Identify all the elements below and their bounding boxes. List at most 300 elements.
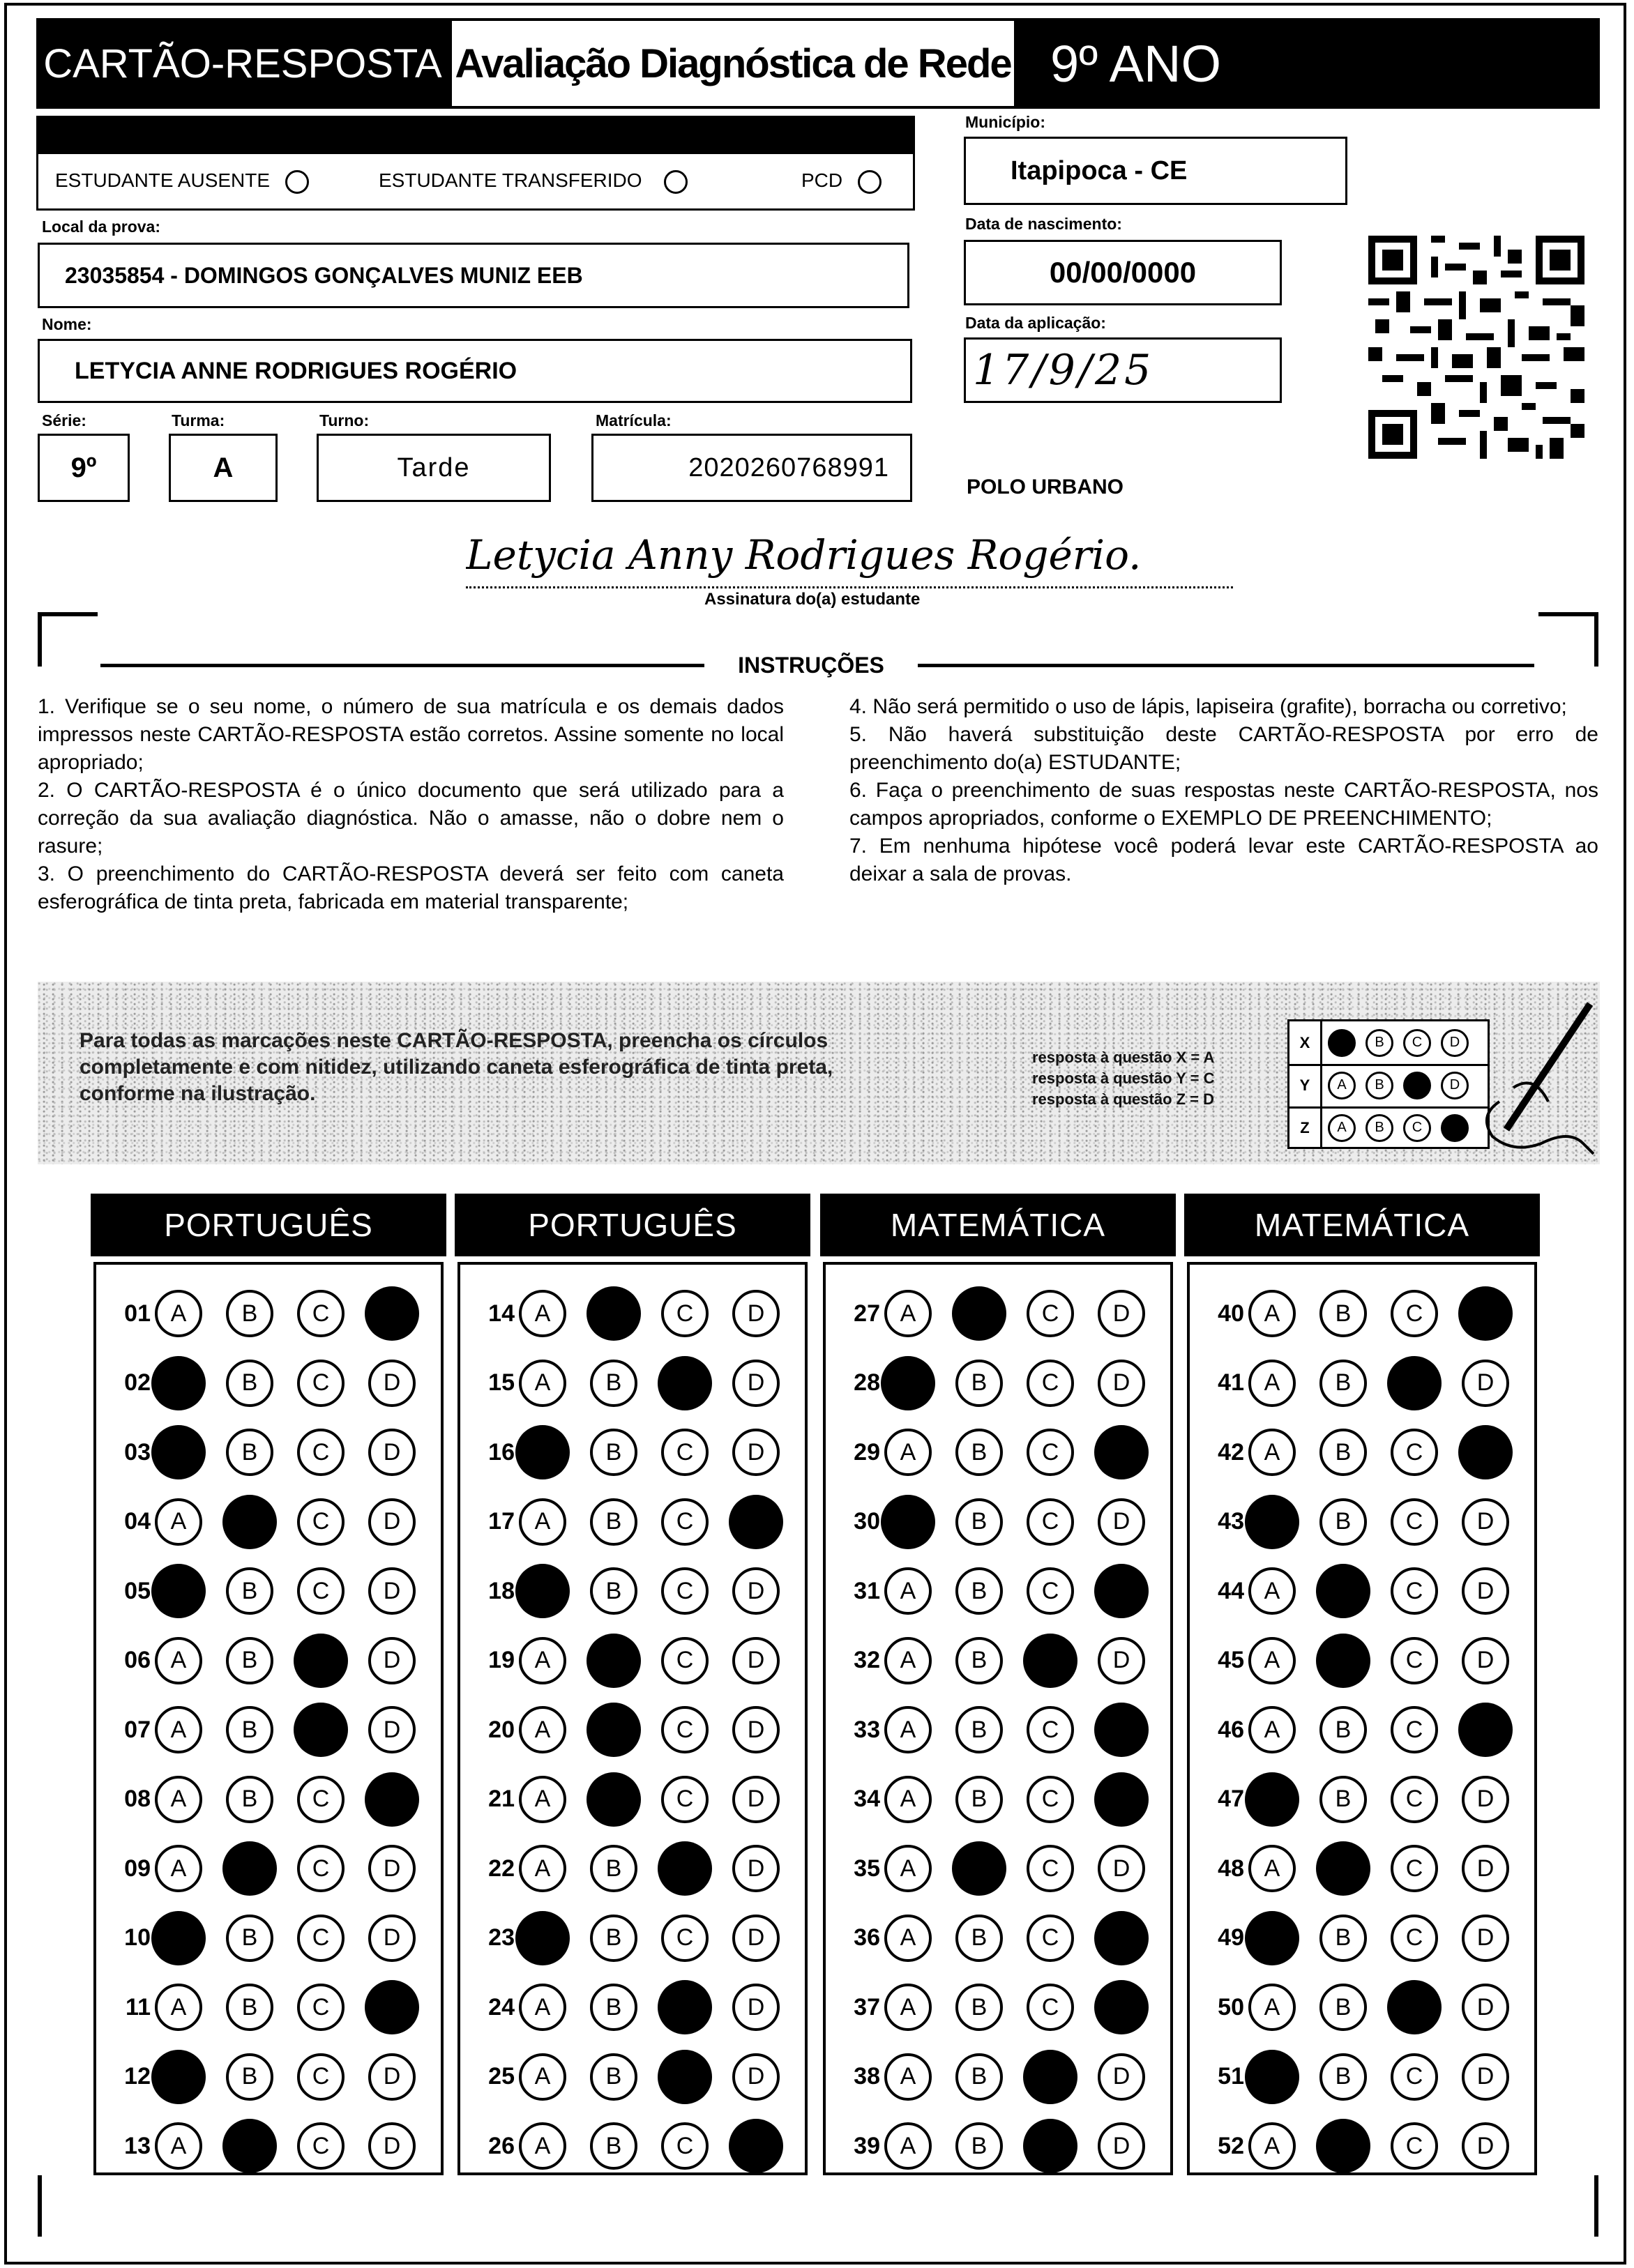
question-number: 37 [854, 1993, 880, 2020]
answer-bubble-d[interactable]: D [732, 1567, 780, 1615]
answer-bubble-a[interactable]: A [155, 1845, 202, 1892]
answer-bubble-c[interactable]: C [1391, 1429, 1438, 1476]
answer-bubble-c[interactable] [1387, 1356, 1442, 1410]
answer-bubble-d[interactable]: D [1462, 1984, 1509, 2031]
answer-bubble-b[interactable]: B [590, 2053, 637, 2101]
answer-bubble-d[interactable]: D [732, 1984, 780, 2031]
answer-bubble-d[interactable]: D [732, 1776, 780, 1823]
answer-bubble-a[interactable]: A [884, 1845, 932, 1892]
example-row-label: Y [1289, 1064, 1322, 1106]
answer-bubble-b[interactable]: B [1319, 1290, 1367, 1337]
answer-bubble-c[interactable]: C [1391, 1915, 1438, 1962]
answer-bubble-d[interactable]: D [1098, 1498, 1145, 1546]
answer-bubble-a[interactable]: A [1248, 1637, 1296, 1684]
answer-bubble-d[interactable]: D [368, 1429, 416, 1476]
answer-bubble-c[interactable] [658, 2050, 712, 2104]
answer-bubble-a[interactable] [1245, 1772, 1299, 1827]
answer-bubble-d[interactable]: D [732, 1360, 780, 1407]
answer-bubble-b[interactable] [222, 1495, 277, 1549]
answer-bubble-b[interactable]: B [1319, 1498, 1367, 1546]
question-number: 19 [488, 1647, 515, 1673]
answer-bubble-b[interactable]: B [1319, 1915, 1367, 1962]
question-row [831, 1972, 1169, 2042]
answer-bubble-c[interactable]: C [661, 1637, 709, 1684]
answer-bubble-a[interactable]: A [155, 1706, 202, 1753]
answer-bubble-c[interactable]: C [297, 2053, 345, 2101]
birth-date-label: Data de nascimento: [965, 215, 1122, 233]
answer-bubble-c[interactable]: C [1391, 2053, 1438, 2101]
answer-bubble-d[interactable]: D [1462, 1776, 1509, 1823]
answer-bubble-c[interactable]: C [1027, 1984, 1074, 2031]
answer-bubble-c[interactable]: C [1027, 1706, 1074, 1753]
answer-bubble-b[interactable]: B [1319, 1984, 1367, 2031]
answer-bubble-d[interactable]: D [368, 2053, 416, 2101]
answer-bubble-a[interactable]: A [1248, 1429, 1296, 1476]
answer-bubble-a[interactable] [151, 1564, 206, 1618]
question-number: 15 [488, 1369, 515, 1396]
answer-bubble-c[interactable] [1023, 1634, 1077, 1688]
question-number: 47 [1218, 1786, 1244, 1812]
answer-bubble-a[interactable]: A [519, 2122, 566, 2170]
enrollment-field: 2020260768991 [591, 434, 912, 502]
answer-bubble-a[interactable]: A [155, 1637, 202, 1684]
answer-bubble-c[interactable]: C [1391, 1498, 1438, 1546]
answer-bubble-d[interactable]: D [1462, 1845, 1509, 1892]
answer-bubble-a[interactable]: A [519, 1984, 566, 2031]
answer-bubble-b[interactable]: B [1319, 1429, 1367, 1476]
answer-bubble-b[interactable]: B [955, 1498, 1003, 1546]
question-row [102, 1903, 439, 1973]
question-number: 17 [488, 1508, 515, 1535]
pcd-label: PCD [801, 169, 843, 191]
instructions-left-column: 1. Verifique se o seu nome, o número de sua matrícula e os demais dados impressos neste CARTÃO-RESPOSTA estão corretos. Assine somente no local apropriado; 2. O CARTÃO-RESPOSTA é o único documento que será utilizado para a correção da sua avaliação diagnóstica. Não o amasse, não o dobre nem o rasure; 3. O preenchimento do CARTÃO-RESPOSTA deverá ser feito com caneta esferográfica de tinta preta, fabricada em material transparente; [38, 695, 784, 913]
answer-bubble-c[interactable] [1023, 2119, 1077, 2173]
answer-bubble-b[interactable]: B [226, 2053, 273, 2101]
answer-bubble-a[interactable]: A [884, 1567, 932, 1615]
answer-bubble-a[interactable]: A [884, 1915, 932, 1962]
answer-bubble-c[interactable]: C [1027, 1360, 1074, 1407]
answer-bubble-b[interactable]: B [226, 1706, 273, 1753]
absent-radio[interactable] [285, 170, 309, 194]
question-row [102, 1626, 439, 1696]
answer-bubble-a[interactable]: A [884, 1776, 932, 1823]
question-number: 38 [854, 2063, 880, 2090]
question-row [466, 1279, 803, 1348]
pcd-radio[interactable] [858, 170, 882, 194]
question-row [102, 1972, 439, 2042]
answer-bubble-c[interactable]: C [297, 1498, 345, 1546]
answer-bubble-b[interactable]: B [226, 1776, 273, 1823]
answer-bubble-c[interactable]: C [661, 1567, 709, 1615]
answer-bubble-c[interactable]: C [297, 1984, 345, 2031]
answer-bubble-a[interactable] [881, 1495, 935, 1549]
attendance-box [36, 116, 915, 211]
question-number: 48 [1218, 1855, 1244, 1882]
answer-bubble-c[interactable]: C [297, 2122, 345, 2170]
answer-bubble-d[interactable]: D [1462, 1567, 1509, 1615]
example-bubble-c: C [1403, 1114, 1431, 1142]
question-row [831, 1695, 1169, 1765]
answer-bubble-a[interactable] [515, 1564, 570, 1618]
answer-bubble-a[interactable]: A [884, 2053, 932, 2101]
answer-bubble-a[interactable]: A [519, 1776, 566, 1823]
example-legend [1032, 1047, 1214, 1110]
answer-bubble-b[interactable] [1316, 1841, 1370, 1896]
corner-mark-bottom-right [1593, 2175, 1598, 2237]
question-row [1195, 1834, 1533, 1903]
question-number: 42 [1218, 1438, 1244, 1466]
answer-bubble-d[interactable] [729, 2119, 783, 2173]
answer-bubble-a[interactable]: A [519, 1360, 566, 1407]
answer-bubble-d[interactable]: D [1462, 1360, 1509, 1407]
answer-bubble-c[interactable]: C [1391, 1290, 1438, 1337]
answer-bubble-d[interactable]: D [1098, 2122, 1145, 2170]
answer-bubble-b[interactable]: B [590, 1567, 637, 1615]
answer-bubble-d[interactable] [365, 1772, 419, 1827]
answer-bubble-b[interactable]: B [955, 1637, 1003, 1684]
answer-bubble-d[interactable]: D [1462, 1637, 1509, 1684]
answer-bubble-c[interactable]: C [661, 1706, 709, 1753]
example-legend-y: resposta à questão Y = C [1032, 1070, 1215, 1087]
example-bubble-c [1403, 1072, 1431, 1099]
answer-bubble-c[interactable] [658, 1356, 712, 1410]
answer-bubble-b[interactable]: B [1319, 1706, 1367, 1753]
answer-bubble-a[interactable]: A [884, 1984, 932, 2031]
answer-bubble-c[interactable]: C [1027, 1429, 1074, 1476]
answer-bubble-c[interactable]: C [1391, 2122, 1438, 2170]
answer-bubble-d[interactable] [1094, 1980, 1149, 2034]
answer-bubble-b[interactable] [952, 1841, 1006, 1896]
answer-bubble-b[interactable]: B [955, 1984, 1003, 2031]
answer-bubble-a[interactable] [515, 1425, 570, 1479]
answer-bubble-c[interactable]: C [661, 1776, 709, 1823]
municipality-label: Município: [965, 113, 1045, 131]
answer-bubble-c[interactable]: C [661, 1498, 709, 1546]
answer-bubble-a[interactable]: A [519, 1290, 566, 1337]
answer-bubble-d[interactable]: D [368, 1915, 416, 1962]
answer-bubble-a[interactable]: A [1248, 1567, 1296, 1615]
answer-bubble-a[interactable]: A [519, 1706, 566, 1753]
answer-bubble-a[interactable]: A [155, 1776, 202, 1823]
answer-bubble-c[interactable]: C [297, 1776, 345, 1823]
answer-bubble-d[interactable]: D [1098, 1845, 1145, 1892]
answer-bubble-d[interactable] [1094, 1564, 1149, 1618]
answer-bubble-d[interactable] [729, 1495, 783, 1549]
answer-bubble-b[interactable]: B [955, 1776, 1003, 1823]
answer-bubble-d[interactable] [1458, 1703, 1513, 1757]
answer-bubble-a[interactable] [151, 2050, 206, 2104]
answer-bubble-a[interactable]: A [155, 1984, 202, 2031]
question-number: 07 [124, 1716, 151, 1743]
question-number: 14 [488, 1300, 515, 1327]
answer-bubble-b[interactable]: B [226, 1290, 273, 1337]
answer-bubble-a[interactable] [515, 1911, 570, 1965]
answer-bubble-c[interactable]: C [661, 1915, 709, 1962]
answer-bubble-a[interactable] [151, 1911, 206, 1965]
answer-bubble-d[interactable] [1094, 1425, 1149, 1479]
answer-bubble-b[interactable] [587, 1634, 641, 1688]
series-field: 9º [38, 434, 130, 502]
answer-bubble-d[interactable] [1094, 1703, 1149, 1757]
answer-bubble-d[interactable]: D [1098, 1637, 1145, 1684]
answer-bubble-d[interactable]: D [732, 1706, 780, 1753]
answer-bubble-a[interactable]: A [884, 2122, 932, 2170]
answer-bubble-b[interactable] [222, 1841, 277, 1896]
answer-bubble-a[interactable]: A [155, 1498, 202, 1546]
answer-bubble-c[interactable]: C [297, 1429, 345, 1476]
answer-bubble-d[interactable]: D [732, 1845, 780, 1892]
question-number: 11 [126, 1993, 151, 2020]
answer-bubble-b[interactable]: B [226, 1984, 273, 2031]
answer-bubble-c[interactable]: C [297, 1360, 345, 1407]
answer-bubble-b[interactable] [952, 1286, 1006, 1341]
answer-bubble-d[interactable]: D [368, 1360, 416, 1407]
example-bubble-b: B [1366, 1072, 1393, 1099]
answer-bubble-b[interactable] [1316, 2119, 1370, 2173]
answer-bubble-d[interactable]: D [368, 2122, 416, 2170]
answer-column [1187, 1262, 1537, 2175]
answer-bubble-c[interactable] [1023, 2050, 1077, 2104]
answer-bubble-d[interactable]: D [732, 1915, 780, 1962]
question-row [831, 1348, 1169, 1418]
pcd-option[interactable] [801, 169, 882, 194]
absent-option[interactable] [55, 169, 309, 194]
answer-bubble-c[interactable] [658, 1980, 712, 2034]
question-number: 13 [124, 2132, 151, 2159]
answer-bubble-b[interactable] [222, 2119, 277, 2173]
answer-bubble-d[interactable]: D [732, 1290, 780, 1337]
answer-bubble-d[interactable]: D [1462, 2122, 1509, 2170]
question-row [102, 1348, 439, 1418]
answer-bubble-d[interactable]: D [368, 1567, 416, 1615]
answer-bubble-c[interactable]: C [661, 2122, 709, 2170]
answer-bubble-b[interactable]: B [1319, 2053, 1367, 2101]
question-row [102, 1695, 439, 1765]
answer-bubble-d[interactable]: D [368, 1845, 416, 1892]
instructions-title: INSTRUÇÕES [738, 653, 884, 678]
answer-bubble-a[interactable]: A [1248, 1984, 1296, 2031]
question-number: 30 [854, 1508, 880, 1535]
answer-bubble-a[interactable]: A [155, 2122, 202, 2170]
answer-bubble-c[interactable]: C [297, 1845, 345, 1892]
answer-bubble-b[interactable]: B [955, 1567, 1003, 1615]
answer-bubble-a[interactable]: A [1248, 2122, 1296, 2170]
answer-bubble-a[interactable] [881, 1356, 935, 1410]
application-date-label: Data da aplicação: [965, 314, 1106, 332]
example-bubble-a: A [1328, 1072, 1356, 1099]
qr-code-graphic [1367, 236, 1586, 459]
answer-bubble-c[interactable]: C [1027, 1498, 1074, 1546]
answer-bubble-a[interactable]: A [884, 1290, 932, 1337]
question-number: 04 [124, 1508, 151, 1535]
answer-bubble-d[interactable] [1458, 1425, 1513, 1479]
answer-bubble-a[interactable]: A [519, 1498, 566, 1546]
question-row [102, 2042, 439, 2112]
answer-bubble-a[interactable]: A [1248, 1360, 1296, 1407]
question-number: 45 [1218, 1647, 1244, 1673]
answer-bubble-c[interactable]: C [661, 1429, 709, 1476]
answer-column [457, 1262, 808, 2175]
answer-bubble-b[interactable]: B [1319, 1360, 1367, 1407]
answer-bubble-b[interactable]: B [226, 1429, 273, 1476]
answer-bubble-d[interactable] [365, 1286, 419, 1341]
answer-bubble-d[interactable]: D [1098, 1290, 1145, 1337]
municipality-field: Itapipoca - CE [964, 137, 1347, 205]
question-number: 23 [488, 1924, 515, 1951]
answer-bubble-c[interactable]: C [1027, 1776, 1074, 1823]
answer-bubble-d[interactable] [365, 1980, 419, 2034]
answer-bubble-a[interactable]: A [1248, 1290, 1296, 1337]
answer-bubble-c[interactable]: C [1027, 1845, 1074, 1892]
question-row [1195, 1765, 1533, 1834]
answer-bubble-b[interactable]: B [226, 1360, 273, 1407]
answer-bubble-b[interactable] [1316, 1564, 1370, 1618]
question-number: 08 [124, 1786, 151, 1812]
answer-bubble-b[interactable] [587, 1286, 641, 1341]
question-row [1195, 2111, 1533, 2181]
instructions-rule-left [100, 664, 704, 667]
answer-bubble-b[interactable] [587, 1703, 641, 1757]
answer-bubble-c[interactable]: C [1391, 1845, 1438, 1892]
answer-bubble-b[interactable]: B [955, 2122, 1003, 2170]
answer-bubble-a[interactable] [1245, 1495, 1299, 1549]
subject-header: PORTUGUÊS [455, 1194, 810, 1256]
answer-bubble-b[interactable]: B [590, 1984, 637, 2031]
answer-bubble-a[interactable]: A [519, 2053, 566, 2101]
answer-bubble-c[interactable] [1387, 1980, 1442, 2034]
answer-bubble-b[interactable]: B [955, 2053, 1003, 2101]
question-number: 02 [124, 1369, 151, 1396]
answer-bubble-a[interactable] [151, 1425, 206, 1479]
question-number: 36 [854, 1924, 880, 1951]
answer-bubble-d[interactable]: D [368, 1706, 416, 1753]
answer-bubble-b[interactable]: B [590, 1498, 637, 1546]
answer-bubble-d[interactable] [1458, 1286, 1513, 1341]
answer-bubble-b[interactable] [1316, 1634, 1370, 1688]
answer-bubble-b[interactable]: B [955, 1360, 1003, 1407]
answer-bubble-a[interactable]: A [519, 1637, 566, 1684]
answer-bubble-d[interactable]: D [1462, 1915, 1509, 1962]
answer-bubble-d[interactable]: D [732, 2053, 780, 2101]
answer-bubble-c[interactable]: C [1391, 1776, 1438, 1823]
answer-bubble-b[interactable]: B [590, 1845, 637, 1892]
answer-bubble-b[interactable]: B [226, 1637, 273, 1684]
application-date-field: 17/9/25 [964, 337, 1282, 403]
question-number: 20 [488, 1716, 515, 1743]
answer-bubble-d[interactable]: D [732, 1637, 780, 1684]
answer-bubble-c[interactable]: C [1391, 1637, 1438, 1684]
answer-bubble-c[interactable]: C [297, 1915, 345, 1962]
subject-header: MATEMÁTICA [820, 1194, 1176, 1256]
answer-bubble-c[interactable]: C [1027, 1567, 1074, 1615]
answer-bubble-c[interactable]: C [1391, 1706, 1438, 1753]
answer-bubble-d[interactable]: D [1098, 2053, 1145, 2101]
question-number: 01 [124, 1300, 151, 1327]
answer-bubble-b[interactable]: B [226, 1567, 273, 1615]
shift-field: Tarde [317, 434, 551, 502]
answer-column [823, 1262, 1173, 2175]
answer-bubble-d[interactable]: D [1462, 1498, 1509, 1546]
answer-bubble-d[interactable]: D [368, 1637, 416, 1684]
shift-label: Turno: [319, 411, 370, 429]
answer-bubble-a[interactable]: A [884, 1637, 932, 1684]
example-row-label: X [1289, 1021, 1322, 1064]
question-number: 51 [1218, 2063, 1244, 2090]
answer-bubble-d[interactable] [1094, 1772, 1149, 1827]
instructions-right-column: 4. Não será permitido o uso de lápis, lapiseira (grafite), borracha ou corretivo; 5. Não haverá substituição deste CARTÃO-RESPOSTA por erro de preenchimento do(a) ESTUDANTE; 6. Faça o preenchimento de suas respostas neste CARTÃO-RESPOSTA, nos campos apropriados, conforme o EXEMPLO DE PREENCHIMENTO; 7. Em nenhuma hipótese você poderá levar este CARTÃO-RESPOSTA ao deixar a sala de provas. [849, 695, 1598, 885]
answer-bubble-d[interactable]: D [1462, 2053, 1509, 2101]
enrollment-label: Matrícula: [596, 411, 672, 429]
answer-bubble-c[interactable] [294, 1634, 348, 1688]
card-title: CARTÃO-RESPOSTA [36, 18, 449, 109]
question-number: 41 [1218, 1369, 1244, 1396]
birth-date-field: 00/00/0000 [964, 240, 1282, 305]
answer-bubble-c[interactable]: C [297, 1567, 345, 1615]
answer-bubble-a[interactable] [1245, 2050, 1299, 2104]
answer-bubble-b[interactable]: B [590, 2122, 637, 2170]
answer-bubble-d[interactable]: D [732, 1429, 780, 1476]
answer-bubble-c[interactable] [294, 1703, 348, 1757]
answer-bubble-c[interactable]: C [661, 1290, 709, 1337]
example-row-label: Z [1289, 1106, 1322, 1149]
answer-bubble-b[interactable]: B [590, 1915, 637, 1962]
series-label: Série: [42, 411, 86, 429]
example-legend-x: resposta à questão X = A [1032, 1049, 1215, 1066]
answer-bubble-b[interactable]: B [955, 1915, 1003, 1962]
answer-bubble-b[interactable]: B [1319, 1776, 1367, 1823]
answer-bubble-c[interactable]: C [297, 1290, 345, 1337]
question-row [102, 1487, 439, 1557]
answer-bubble-b[interactable]: B [955, 1706, 1003, 1753]
transferred-option[interactable] [379, 169, 688, 194]
answer-bubble-d[interactable] [1094, 1911, 1149, 1965]
answer-bubble-c[interactable]: C [1027, 1290, 1074, 1337]
signature-caption: Assinatura do(a) estudante [704, 590, 921, 609]
question-number: 49 [1218, 1924, 1244, 1951]
answer-bubble-a[interactable] [1245, 1911, 1299, 1965]
answer-bubble-b[interactable]: B [226, 1915, 273, 1962]
answer-bubble-a[interactable]: A [155, 1290, 202, 1337]
answer-bubble-c[interactable] [658, 1841, 712, 1896]
question-row [1195, 1626, 1533, 1696]
corner-mark-top-right [1538, 612, 1598, 667]
question-number: 31 [854, 1577, 880, 1604]
subject-header: MATEMÁTICA [1184, 1194, 1540, 1256]
answer-bubble-a[interactable]: A [1248, 1845, 1296, 1892]
corner-mark-top-left [38, 612, 98, 667]
answer-bubble-a[interactable]: A [884, 1706, 932, 1753]
answer-bubble-a[interactable]: A [884, 1429, 932, 1476]
question-number: 18 [488, 1577, 515, 1604]
answer-bubble-b[interactable]: B [955, 1429, 1003, 1476]
transferred-radio[interactable] [664, 170, 688, 194]
example-bubble-d: D [1441, 1029, 1469, 1057]
answer-bubble-b[interactable]: B [590, 1360, 637, 1407]
answer-bubble-c[interactable]: C [1027, 1915, 1074, 1962]
answer-bubble-d[interactable]: D [1098, 1360, 1145, 1407]
question-row [831, 1626, 1169, 1696]
answer-bubble-a[interactable]: A [1248, 1706, 1296, 1753]
answer-bubble-a[interactable]: A [519, 1845, 566, 1892]
answer-bubble-a[interactable] [151, 1356, 206, 1410]
question-row [1195, 1695, 1533, 1765]
answer-bubble-b[interactable] [587, 1772, 641, 1827]
question-row [102, 1279, 439, 1348]
answer-bubble-c[interactable]: C [1391, 1567, 1438, 1615]
answer-bubble-d[interactable]: D [368, 1498, 416, 1546]
answer-bubble-b[interactable]: B [590, 1429, 637, 1476]
question-row [102, 1417, 439, 1487]
